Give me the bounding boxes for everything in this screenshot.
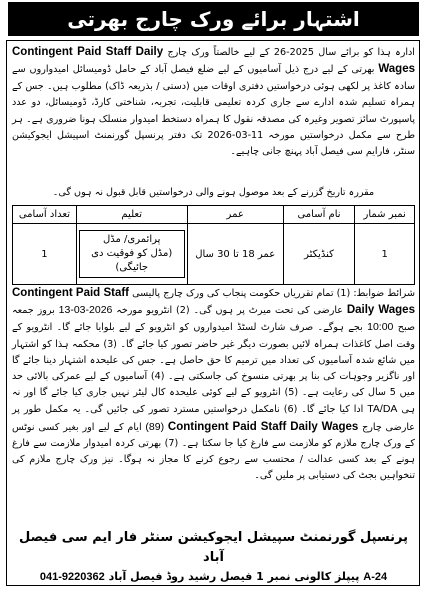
phone-number: 041-9220362 <box>39 571 105 583</box>
table-row <box>13 224 415 285</box>
deadline-date: 11-03-2026 <box>207 130 264 142</box>
address-code: A-24 <box>363 571 388 583</box>
education-main: پرائمری/ مڈل <box>103 234 161 245</box>
days-count: (89) <box>145 420 165 433</box>
interview-time: 10:00 <box>367 321 394 334</box>
cell-post: کنڈیکٹر <box>283 224 355 285</box>
address-line <box>16 568 411 586</box>
cell-serial: 1 <box>355 224 415 285</box>
tada-label: TA/DA <box>367 403 398 416</box>
cell-education <box>76 224 187 285</box>
terms-paragraph <box>12 285 415 484</box>
footer-block <box>16 528 411 586</box>
header-serial: نمبر شمار <box>355 206 415 224</box>
cell-count: 1 <box>13 224 77 285</box>
advertisement-title: اشتہار برائے ورک چارج بھرتی <box>8 2 419 36</box>
intro-text-1: ادارہ ہذا کو برائے سال <box>318 47 415 58</box>
terms-daily-wages-label: Daily Wages <box>346 304 415 317</box>
session-year: 2025-26 <box>273 47 315 58</box>
posts-table <box>12 205 415 285</box>
education-note: (مڈل کو فوقیت دی جائیگی) <box>91 248 173 273</box>
daily-wages-label: Daily Wages <box>135 46 415 76</box>
organization-name: پرنسپل گورنمنٹ سپیشل ایجوکیشن سنٹر فار ایم سی فیصل آباد <box>19 530 408 565</box>
header-education: تعلیم <box>76 206 187 224</box>
education-box <box>79 230 185 278</box>
late-application-note: مقررہ تاریخ گزرنے کے بعد موصول ہونے والی درخواستیں قابل قبول نہ ہوں گی۔ <box>52 187 375 198</box>
terms-contingent-label: Contingent Paid Staff <box>12 287 130 299</box>
terms-text-4: بجے ہوگے۔ صرف شارٹ لسٹڈ امیدواروں کو انٹرویو کے لیے بلوایا جائے گا۔ انٹرویو کے وقت اصل کاغذات ہمراہ لائیں بصورت دیگر غیر حاضر تصور کیا جائے گا۔ (3) محکمہ ہذا کو اشتہار میں شائع شدہ آسامیوں کی تعداد میں ترمیم کا حق حاصل ہے۔ جس کی علیحدہ اشتہار دینا جائے گا اور ناگزیر وجوہات کی بنا پر بھرتی منسوخ کی جاسکتی ہے۔ (4) آسامیوں کے لیے عمرکی بالائی حد میں 5 سال کی رعایت ہے۔ (5) انٹرویو کے لیے کوئی علیحدہ کال لیٹر نہیں جاری کیا جائے گا اور نہ ہی <box>12 322 415 416</box>
terms-text-1: شرائط ضوابط: (1) تمام تقرریاں حکومت پنجاب کی ورک چارج پالیسی <box>132 288 415 299</box>
header-age: عمر <box>187 206 283 224</box>
intro-text-3: بھرتی کے لیے درج ذیل آسامیوں کے لیے ضلع فیصل آباد کے حامل ڈومیسائل امیدواروں سے سادہ کاغذ پر لکھی ہوئی درخواستیں دفتری اوقات میں (دستی / بذریعہ ڈاک) مطلوب ہیں۔ جس کے ہمراہ تسلیم شدہ ادارے سے جاری کردہ تعلیمی قابلیت، تجربہ، شناختی کارڈ، ڈومیسائل، دو عدد پاسپورٹ سائز تصویر وغیرہ کی مصدقہ نقول کا ہمراہ دستخط امیدوار منسلک ہونا ضروری ہے۔ ہر طرح سے مکمل درخواستیں مورخہ <box>12 64 415 142</box>
cell-age: عمر 18 تا 30 سال <box>187 224 283 285</box>
table-header-row <box>13 206 415 224</box>
terms-text-3: بروز جمعہ صبح <box>12 305 415 334</box>
terms-text-5: ادا کیا جائے گا۔ (6) نامکمل درخواستیں مسترد تصور کی جائیں گی۔ یہ مکمل طور پر عارضی چارج <box>12 404 415 433</box>
terms-staff-label: Contingent Paid Staff Daily Wages <box>167 420 359 433</box>
contingent-staff-label: Contingent Paid Staff <box>12 46 132 58</box>
intro-text-2: کے لیے خالصتاً ورک چارج <box>167 47 270 58</box>
address-text: پیپلز کالونی نمبر 1 فیصل رشید روڈ فیصل آباد <box>108 570 360 583</box>
header-post: نام آسامی <box>283 206 355 224</box>
intro-text-4: تک دفتر پرنسپل گورنمنٹ اسپیشل ایجوکیشن سنٹر، فارایم سی فیصل آباد پہنچ جانی چاہیے۔ <box>12 130 415 158</box>
intro-paragraph <box>12 44 415 161</box>
terms-text-6: ایام کے لیے اور بغیر کسی نوٹس کے ورک چارج ملازم کو ملازمت سے فارغ کیا جا سکتا ہے۔ (7) بھرتی کردہ امیدوار ملازمت سے فارغ ہونے کے بعد کسی عدالت / محتسب سے رجوع کرنے کا مجاز نہ ہوگا۔ نیز ورک چارج ملازم کی تنخواہیں بجٹ کی دستیابی پر ملیں گی۔ <box>12 421 415 482</box>
header-count: تعداد آسامی <box>13 206 77 224</box>
terms-text-2: عارضی کی تحت میرٹ پر ہوں گی۔ (2) انٹرویو مورخہ <box>116 305 343 317</box>
interview-date: 13-03-2026 <box>58 304 113 317</box>
